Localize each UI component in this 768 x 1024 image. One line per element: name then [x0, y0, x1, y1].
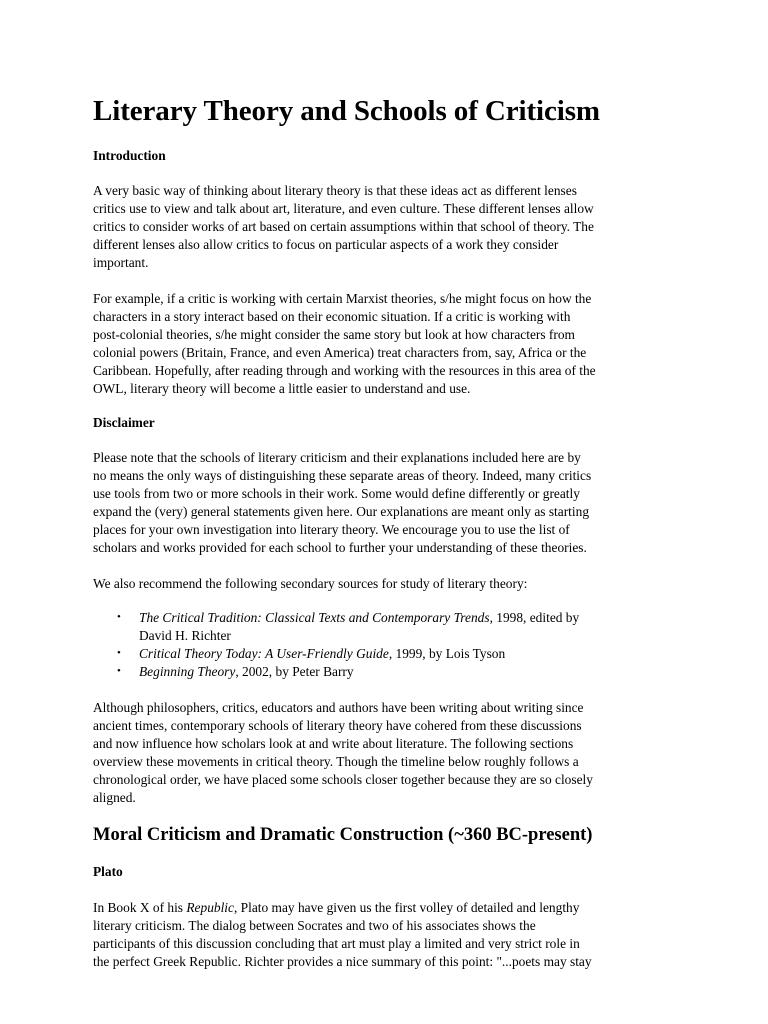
book-title: Republic [186, 900, 234, 915]
text-line: expand the (very) general statements given here. Our explanations are meant only as starting [93, 503, 590, 519]
introduction-paragraph-1 [93, 182, 683, 272]
moral-criticism-heading: Moral Criticism and Dramatic Construction (~360 BC-present) [93, 825, 593, 845]
introduction-heading: Introduction [93, 148, 166, 163]
list-item [93, 663, 683, 681]
list-item-line [139, 645, 683, 663]
text-line: characters in a story interact based on their economic situation. If a critic is working with [93, 308, 571, 324]
document-title: Literary Theory and Schools of Criticism [93, 95, 600, 127]
list-item [93, 609, 683, 645]
text-line: literary criticism. The dialog between Socrates and two of his associates shows the [93, 917, 536, 933]
bullet-icon: • [117, 611, 121, 623]
text-line: chronological order, we have placed some schools closer together because they are so closely [93, 771, 593, 787]
text-line: post-colonial theories, s/he might consider the same story but look at how characters from [93, 326, 575, 342]
text-line: Please note that the schools of literary criticism and their explanations included here are by [93, 450, 581, 465]
text-line [93, 899, 683, 917]
text-line: participants of this discussion concluding that art must play a limited and very strict role in [93, 935, 580, 951]
list-item-line [139, 609, 683, 627]
overview-paragraph [93, 699, 683, 806]
disclaimer-heading: Disclaimer [93, 415, 155, 430]
text-line: scholars and works provided for each school to further your understanding of these theories. [93, 539, 587, 555]
text-line: the perfect Greek Republic. Richter provides a nice summary of this point: "...poets may stay [93, 953, 592, 969]
source-detail: David H. Richter [139, 627, 231, 643]
disclaimer-paragraph-1 [93, 449, 683, 556]
text-line: critics use to view and talk about art, literature, and even culture. These different lenses allow [93, 200, 594, 216]
source-detail: , 2002, by Peter Barry [235, 663, 354, 679]
disclaimer-paragraph-2 [93, 575, 683, 593]
text-line: places for your own investigation into literary theory. We encourage you to use the list of [93, 521, 570, 537]
text-line: critics to consider works of art based on certain assumptions within that school of theory. The [93, 218, 594, 234]
text-line: colonial powers (Britain, France, and even America) treat characters from, say, Africa or the [93, 344, 587, 360]
source-title: Critical Theory Today: A User-Friendly Guide [139, 645, 389, 661]
source-title: Beginning Theory [139, 663, 236, 679]
source-detail: , 1999, by Lois Tyson [388, 645, 506, 661]
source-title: The Critical Tradition: Classical Texts and Contemporary Trends [139, 610, 490, 625]
list-item [93, 645, 683, 663]
text-line: important. [93, 254, 149, 270]
source-detail: , 1998, edited by [489, 610, 580, 625]
list-item-line [139, 663, 683, 681]
plato-paragraph [93, 899, 683, 971]
text-line: and now influence how scholars look at and write about literature. The following sections [93, 735, 574, 751]
text-line: aligned. [93, 789, 136, 805]
text-line: use tools from two or more schools in their work. Some would define differently or greatly [93, 485, 580, 501]
bullet-icon: • [117, 664, 121, 677]
text-line: no means the only ways of distinguishing these separate areas of theory. Indeed, many critics [93, 467, 592, 483]
text-line: Caribbean. Hopefully, after reading through and working with the resources in this area of the [93, 362, 596, 378]
text-run: , Plato may have given us the first volley of detailed and lengthy [233, 900, 580, 915]
text-line: different lenses also allow critics to focus on particular aspects of a work they consider [93, 236, 559, 252]
text-line: A very basic way of thinking about literary theory is that these ideas act as different lenses [93, 183, 577, 198]
plato-heading: Plato [93, 864, 123, 879]
text-line: For example, if a critic is working with certain Marxist theories, s/he might focus on how the [93, 291, 592, 306]
sources-list [93, 609, 683, 681]
text-line: Although philosophers, critics, educators and authors have been writing about writing since [93, 700, 584, 715]
text-line: We also recommend the following secondary sources for study of literary theory: [93, 576, 528, 591]
bullet-icon: • [117, 646, 121, 659]
text-line: overview these movements in critical theory. Though the timeline below roughly follows a [93, 753, 579, 769]
text-line: OWL, literary theory will become a little easier to understand and use. [93, 380, 471, 396]
text-run: In Book X of his [93, 900, 187, 915]
introduction-paragraph-2 [93, 290, 683, 397]
text-line: ancient times, contemporary schools of literary theory have cohered from these discussions [93, 717, 582, 733]
